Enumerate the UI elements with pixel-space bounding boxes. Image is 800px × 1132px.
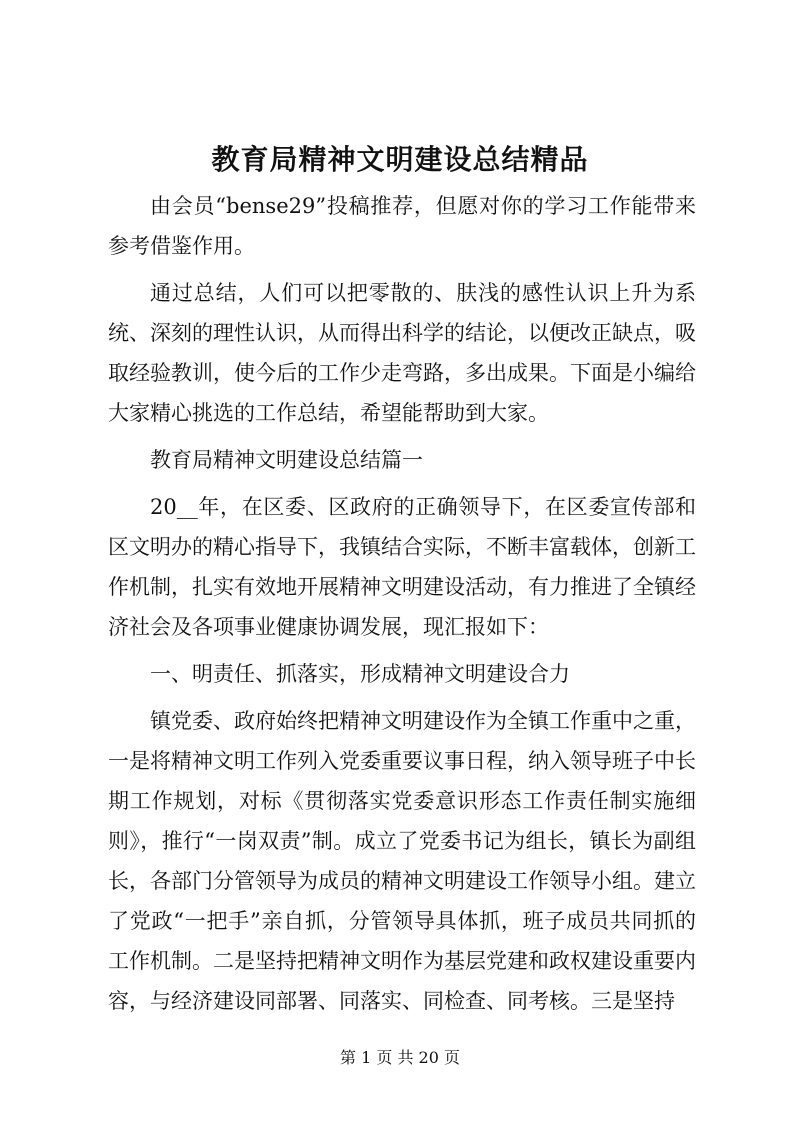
paragraph-heading-one: 一、明责任、抓落实，形成精神文明建设合力 — [150, 662, 570, 686]
paragraph-section-title: 教育局精神文明建设总结篇一 — [150, 448, 423, 472]
document-title: 教育局精神文明建设总结精品 — [211, 143, 589, 176]
paragraph-summary: 通过总结，人们可以把零散的、肤浅的感性认识上升为系统、深刻的理性认识，从而得出科学的结论，以便改正缺点，吸取经验教训，使今后的工作少走弯路，多出成果。下面是小编给大家精心挑选的工作总结，希望能帮助到大家。 — [108, 281, 696, 425]
document-body — [108, 186, 696, 1028]
paragraph-intro: 由会员“bense29”投稿推荐，但愿对你的学习工作能带来参考借鉴作用。 — [108, 194, 696, 258]
paragraph-details: 镇党委、政府始终把精神文明建设作为全镇工作重中之重，一是将精神文明工作列入党委重要议事日程，纳入领导班子中长期工作规划，对标《贯彻落实党委意识形态工作责任制实施细则》，推行“一岗双责”制。成立了党委书记为组长，镇长为副组长，各部门分管领导为成员的精神文明建设工作领导小组。建立了党政“一把手”亲自抓，分管领导具体抓，班子成员共同抓的工作机制。二是坚持把精神文明作为基层党建和政权建设重要内容，与经济建设同部署、同落实、同检查、同考核。三是坚持 — [108, 709, 696, 1013]
page-footer: 第 1 页 共 20 页 — [340, 1048, 460, 1067]
paragraph-report: 20__年，在区委、区政府的正确领导下，在区委宣传部和区文明办的精心指导下，我镇结合实际，不断丰富载体，创新工作机制，扎实有效地开展精神文明建设活动，有力推进了全镇经济社会及各项事业健康协调发展，现汇报如下： — [108, 495, 696, 639]
